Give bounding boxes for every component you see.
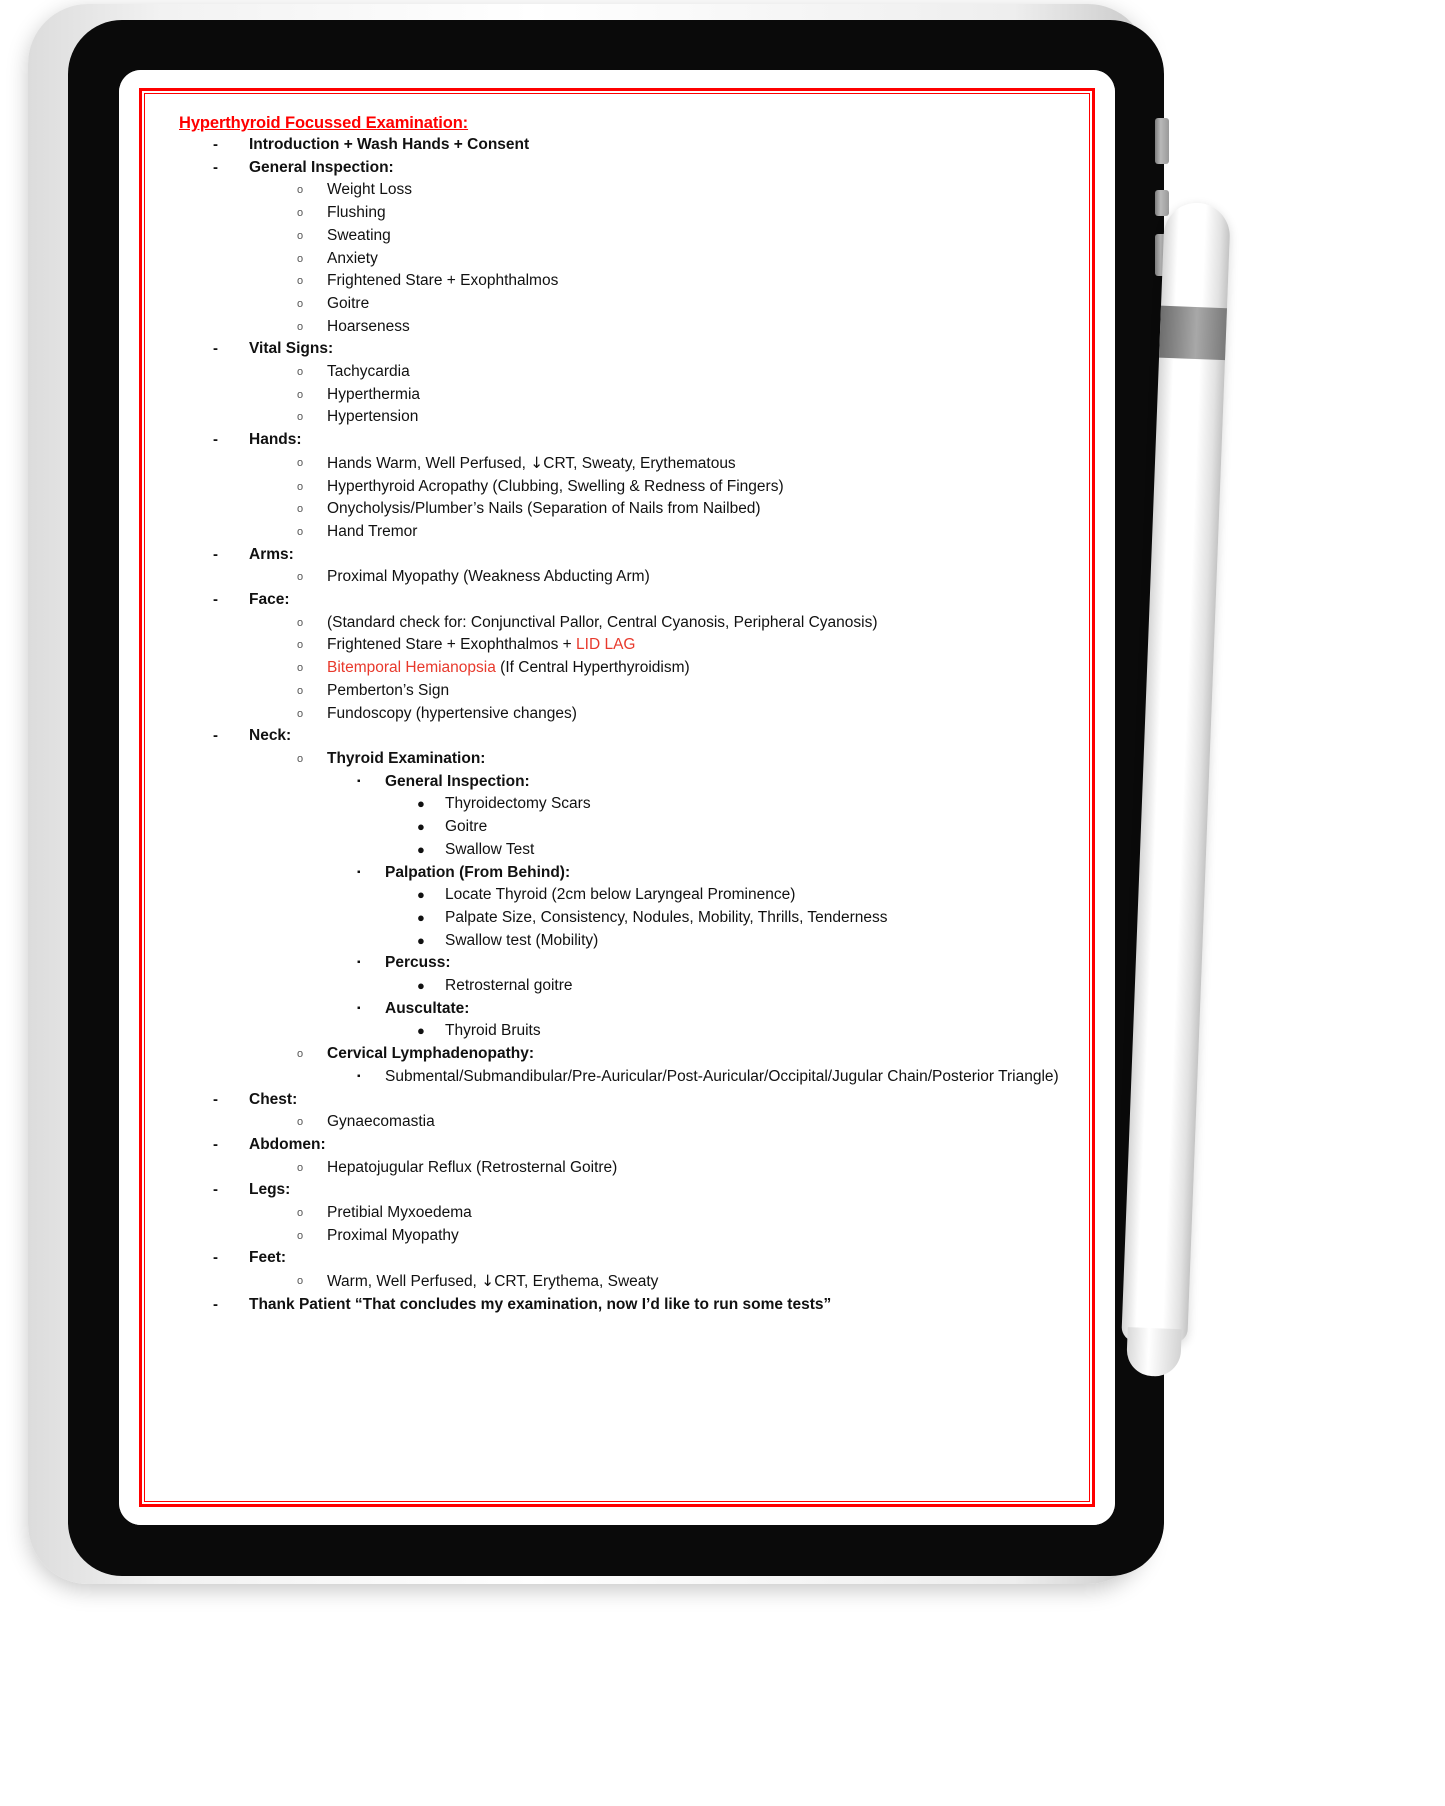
square-bullet-icon: ▪ bbox=[357, 957, 361, 969]
list-item-label: Gynaecomastia bbox=[327, 1113, 435, 1131]
list-item-hands bbox=[213, 429, 1067, 452]
circle-bullet-icon: o bbox=[297, 662, 304, 675]
list-item bbox=[417, 975, 1067, 998]
list-item-label: Thyroid Bruits bbox=[445, 1022, 541, 1040]
list-item-label: Sweating bbox=[327, 226, 391, 244]
list-item-label: Thyroidectomy Scars bbox=[445, 795, 591, 813]
list-item-label: Pemberton’s Sign bbox=[327, 681, 450, 699]
list-item-label: General Inspection: bbox=[385, 772, 530, 790]
circle-bullet-icon: o bbox=[297, 229, 304, 242]
list-item-label: Palpate Size, Consistency, Nodules, Mobility, Thrills, Tenderness bbox=[445, 908, 888, 926]
list-item-label: Onycholysis/Plumber’s Nails (Separation of Nails from Nailbed) bbox=[327, 500, 761, 518]
list-item bbox=[297, 248, 1067, 271]
dash-bullet-icon: - bbox=[213, 545, 218, 563]
list-item-label: Hepatojugular Reflux (Retrosternal Goitre) bbox=[327, 1158, 618, 1176]
list-item-label bbox=[327, 1270, 1067, 1294]
disc-bullet-icon: ● bbox=[417, 1023, 425, 1039]
list-item bbox=[297, 1225, 1067, 1248]
list-item bbox=[297, 293, 1067, 316]
dash-bullet-icon: - bbox=[213, 136, 218, 153]
list-item-label: Auscultate: bbox=[385, 999, 470, 1017]
circle-bullet-icon: o bbox=[297, 707, 304, 720]
circle-bullet-icon: o bbox=[297, 639, 304, 652]
circle-bullet-icon: o bbox=[297, 207, 304, 220]
dash-bullet-icon: - bbox=[213, 1090, 218, 1108]
circle-bullet-icon: o bbox=[297, 752, 304, 765]
disc-bullet-icon: ● bbox=[417, 978, 425, 994]
disc-bullet-icon: ● bbox=[417, 932, 425, 948]
list-item-label: Fundoscopy (hypertensive changes) bbox=[327, 704, 577, 722]
list-item bbox=[297, 1202, 1067, 1225]
list-item-label: Goitre bbox=[445, 818, 488, 836]
list-item bbox=[297, 1111, 1067, 1134]
list-item-label: Neck: bbox=[249, 727, 292, 745]
text-segment: Warm, Well Perfused, bbox=[327, 1273, 482, 1291]
list-item-neck bbox=[213, 725, 1067, 748]
down-arrow-icon: ↓ bbox=[481, 1272, 495, 1291]
list-item-label: Palpation (From Behind): bbox=[385, 863, 571, 881]
circle-bullet-icon: o bbox=[297, 456, 304, 469]
list-item-label: Arms: bbox=[249, 545, 294, 563]
square-bullet-icon: ▪ bbox=[357, 866, 361, 878]
list-item-label: Retrosternal goitre bbox=[445, 977, 573, 995]
dash-bullet-icon: - bbox=[213, 1181, 218, 1199]
list-item-label: Chest: bbox=[249, 1090, 298, 1108]
disc-bullet-icon: ● bbox=[417, 819, 425, 835]
list-item bbox=[297, 202, 1067, 225]
list-item bbox=[297, 612, 1067, 635]
list-item-thank-patient bbox=[213, 1294, 1067, 1317]
list-item bbox=[297, 634, 1067, 657]
list-item-thyroid-examination bbox=[297, 748, 1067, 771]
circle-bullet-icon: o bbox=[297, 1161, 304, 1174]
circle-bullet-icon: o bbox=[297, 616, 304, 629]
dash-bullet-icon: - bbox=[213, 1295, 218, 1313]
list-item bbox=[297, 406, 1067, 429]
list-item-label: Hypertension bbox=[327, 408, 419, 426]
list-item-label: Flushing bbox=[327, 204, 386, 222]
list-item-label: Cervical Lymphadenopathy: bbox=[327, 1045, 535, 1063]
list-item-label: Thyroid Examination: bbox=[327, 749, 486, 767]
list-item-cervical-lymphadenopathy bbox=[297, 1043, 1067, 1066]
list-item-label: Thank Patient “That concludes my examination, now I’d like to run some tests” bbox=[249, 1295, 832, 1313]
list-item bbox=[357, 1066, 1067, 1089]
list-item-label: Legs: bbox=[249, 1181, 291, 1199]
list-item-label: Submental/Submandibular/Pre-Auricular/Post-Auricular/Occipital/Jugular Chain/Posterior Triangle) bbox=[385, 1067, 1059, 1085]
list-item-label: Face: bbox=[249, 591, 290, 609]
list-item-label: Hands: bbox=[249, 431, 302, 449]
list-item bbox=[297, 1157, 1067, 1180]
list-item-legs bbox=[213, 1179, 1067, 1202]
list-item-label: Goitre bbox=[327, 294, 370, 312]
list-item-abdomen bbox=[213, 1134, 1067, 1157]
list-item bbox=[357, 771, 1067, 794]
list-item-introduction bbox=[213, 134, 1067, 157]
list-item-label: Hand Tremor bbox=[327, 522, 418, 540]
list-item-chest bbox=[213, 1089, 1067, 1112]
dash-bullet-icon: - bbox=[213, 727, 218, 745]
list-item bbox=[357, 952, 1067, 975]
list-item-label: Vital Signs: bbox=[249, 340, 334, 358]
text-segment: Hands Warm, Well Perfused, bbox=[327, 454, 531, 472]
list-item-label: Locate Thyroid (2cm below Laryngeal Prominence) bbox=[445, 886, 796, 904]
list-item-label: Pretibial Myxoedema bbox=[327, 1204, 472, 1222]
text-segment: Frightened Stare + Exophthalmos + bbox=[327, 636, 577, 654]
list-item bbox=[417, 907, 1067, 930]
checklist-root bbox=[165, 134, 1067, 1317]
list-item-label: Swallow Test bbox=[445, 840, 535, 858]
dash-bullet-icon: - bbox=[213, 1249, 218, 1267]
list-item-label: Feet: bbox=[249, 1249, 287, 1267]
tablet-screen[interactable] bbox=[119, 70, 1115, 1525]
disc-bullet-icon: ● bbox=[417, 887, 425, 903]
list-item-label: Tachycardia bbox=[327, 363, 410, 381]
list-item bbox=[417, 930, 1067, 953]
list-item bbox=[297, 270, 1067, 293]
circle-bullet-icon: o bbox=[297, 275, 304, 288]
dash-bullet-icon: - bbox=[213, 591, 218, 609]
list-item bbox=[357, 998, 1067, 1021]
disc-bullet-icon: ● bbox=[417, 796, 425, 812]
tablet-device-frame bbox=[28, 4, 1148, 1584]
list-item-feet bbox=[213, 1247, 1067, 1270]
circle-bullet-icon: o bbox=[297, 1048, 304, 1061]
text-segment: (If Central Hyperthyroidism) bbox=[495, 659, 690, 677]
list-item-arms bbox=[213, 544, 1067, 567]
circle-bullet-icon: o bbox=[297, 366, 304, 379]
text-segment: CRT, Erythema, Sweaty bbox=[494, 1273, 659, 1291]
list-item bbox=[297, 657, 1067, 680]
list-item bbox=[297, 179, 1067, 202]
list-item-label: (Standard check for: Conjunctival Pallor, Central Cyanosis, Peripheral Cyanosis) bbox=[327, 613, 878, 631]
text-segment-highlight: LID LAG bbox=[576, 636, 636, 654]
disc-bullet-icon: ● bbox=[417, 909, 425, 925]
dash-bullet-icon: - bbox=[213, 158, 218, 176]
dash-bullet-icon: - bbox=[213, 1135, 218, 1153]
list-item bbox=[357, 862, 1067, 885]
circle-bullet-icon: o bbox=[297, 480, 304, 493]
square-bullet-icon: ▪ bbox=[357, 1070, 361, 1082]
list-item-label: Hoarseness bbox=[327, 317, 410, 335]
list-item bbox=[297, 361, 1067, 384]
list-item bbox=[417, 793, 1067, 816]
square-bullet-icon: ▪ bbox=[357, 775, 361, 787]
list-item-vital-signs bbox=[213, 338, 1067, 361]
list-item-label: General Inspection: bbox=[249, 158, 394, 176]
list-item bbox=[297, 680, 1067, 703]
circle-bullet-icon: o bbox=[297, 411, 304, 424]
document-page bbox=[119, 70, 1115, 1525]
list-item bbox=[417, 884, 1067, 907]
list-item-general-inspection bbox=[213, 157, 1067, 180]
list-item bbox=[297, 476, 1067, 499]
list-item bbox=[297, 316, 1067, 339]
list-item bbox=[297, 1270, 1067, 1294]
list-item-label: Hyperthyroid Acropathy (Clubbing, Swelling & Redness of Fingers) bbox=[327, 477, 784, 495]
circle-bullet-icon: o bbox=[297, 184, 304, 197]
document-border-outer bbox=[139, 88, 1095, 1507]
list-item bbox=[297, 452, 1067, 476]
list-item-label: Anxiety bbox=[327, 249, 378, 267]
circle-bullet-icon: o bbox=[297, 1229, 304, 1242]
text-segment-highlight: Bitemporal Hemianopsia bbox=[327, 659, 496, 677]
circle-bullet-icon: o bbox=[297, 1275, 304, 1288]
down-arrow-icon: ↓ bbox=[530, 453, 544, 472]
list-item bbox=[297, 703, 1067, 726]
list-item-label: Frightened Stare + Exophthalmos bbox=[327, 272, 559, 290]
list-item bbox=[297, 384, 1067, 407]
circle-bullet-icon: o bbox=[297, 252, 304, 265]
document-border-inner bbox=[144, 93, 1090, 1502]
list-item-label: Weight Loss bbox=[327, 181, 413, 199]
list-item bbox=[417, 1020, 1067, 1043]
volume-up-button[interactable] bbox=[1155, 118, 1169, 164]
list-item bbox=[297, 225, 1067, 248]
list-item-label: Hyperthermia bbox=[327, 385, 421, 403]
list-item bbox=[297, 521, 1067, 544]
dash-bullet-icon: - bbox=[213, 431, 218, 449]
circle-bullet-icon: o bbox=[297, 388, 304, 401]
page-title: Hyperthyroid Focussed Examination: bbox=[179, 114, 469, 132]
list-item-label: Introduction + Wash Hands + Consent bbox=[249, 136, 530, 153]
circle-bullet-icon: o bbox=[297, 1116, 304, 1129]
circle-bullet-icon: o bbox=[297, 1207, 304, 1220]
text-segment: CRT, Sweaty, Erythematous bbox=[543, 454, 736, 472]
circle-bullet-icon: o bbox=[297, 320, 304, 333]
dash-bullet-icon: - bbox=[213, 340, 218, 358]
circle-bullet-icon: o bbox=[297, 503, 304, 516]
circle-bullet-icon: o bbox=[297, 684, 304, 697]
disc-bullet-icon: ● bbox=[417, 841, 425, 857]
list-item-label: Percuss: bbox=[385, 954, 451, 972]
list-item-label bbox=[327, 634, 1067, 657]
circle-bullet-icon: o bbox=[297, 525, 304, 538]
stylus-band bbox=[1159, 306, 1227, 360]
list-item-face bbox=[213, 589, 1067, 612]
circle-bullet-icon: o bbox=[297, 571, 304, 584]
square-bullet-icon: ▪ bbox=[357, 1002, 361, 1014]
list-item bbox=[297, 566, 1067, 589]
list-item bbox=[417, 839, 1067, 862]
list-item-label: Abdomen: bbox=[249, 1135, 326, 1153]
list-item bbox=[297, 498, 1067, 521]
list-item-label bbox=[327, 657, 1067, 680]
list-item-label bbox=[327, 452, 1067, 476]
list-item-label: Proximal Myopathy (Weakness Abducting Arm) bbox=[327, 568, 650, 586]
list-item bbox=[417, 816, 1067, 839]
list-item-label: Proximal Myopathy bbox=[327, 1226, 459, 1244]
list-item-label: Swallow test (Mobility) bbox=[445, 931, 599, 949]
circle-bullet-icon: o bbox=[297, 297, 304, 310]
